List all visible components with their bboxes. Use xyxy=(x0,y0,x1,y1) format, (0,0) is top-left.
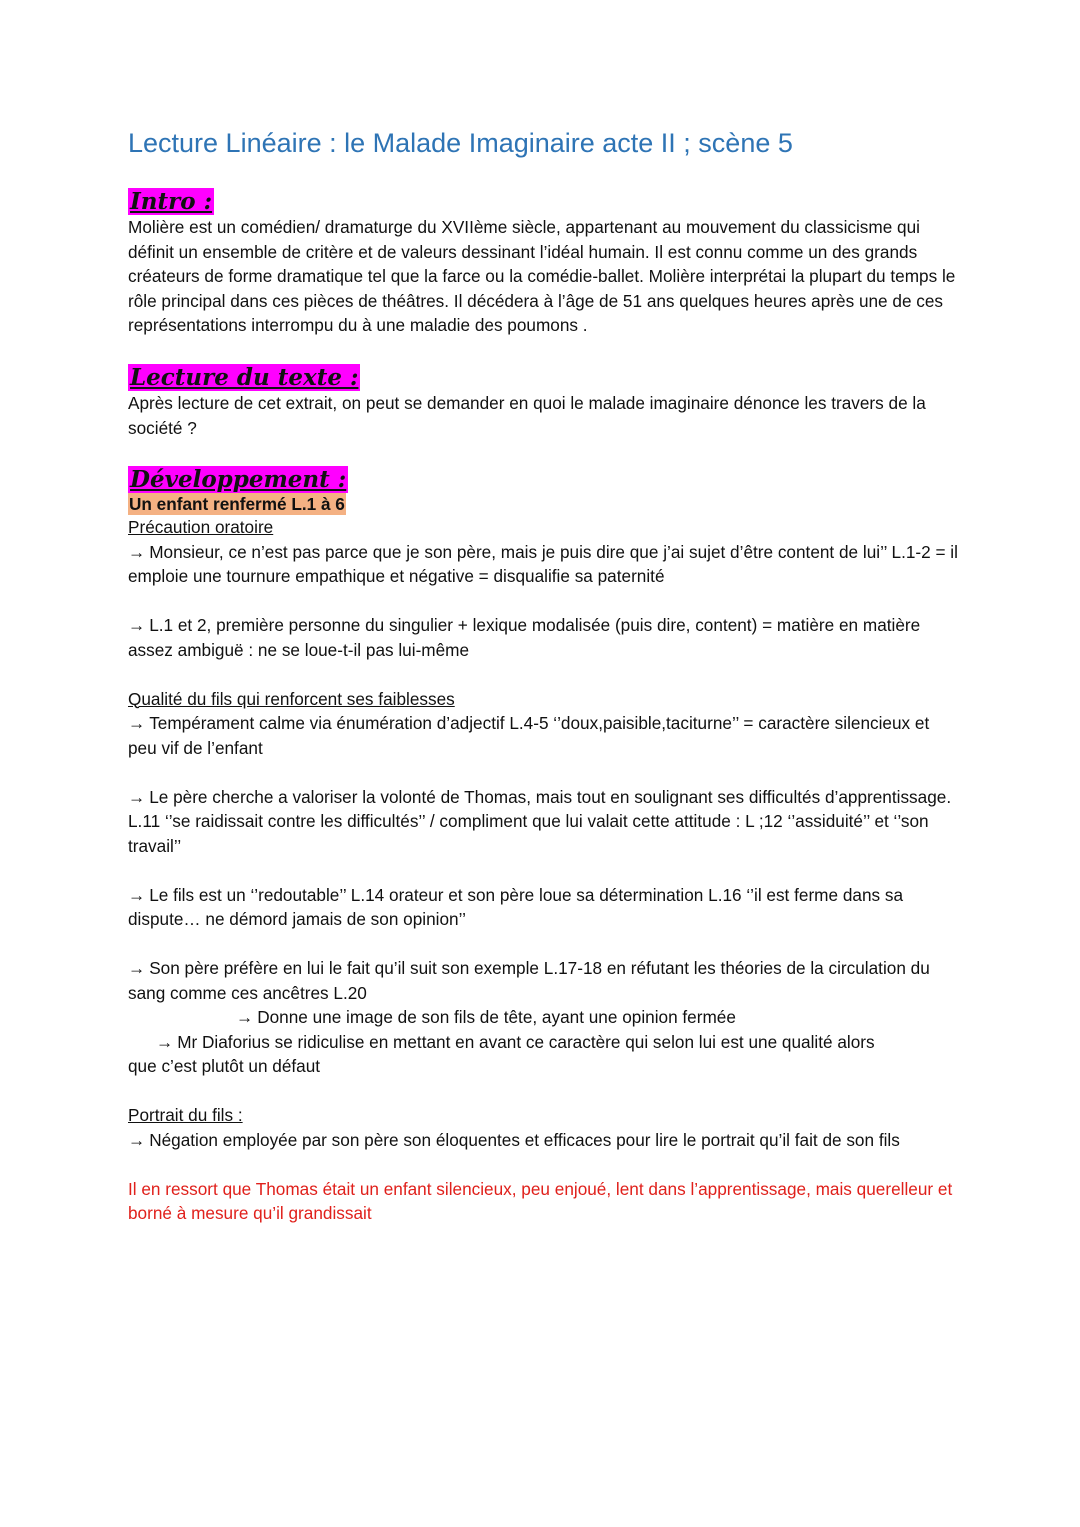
paragraph-5: → Le fils est un ‘’redoutable’’ L.14 orateur et son père loue sa détermination L.16 ‘’il est ferme dans sa dispute… ne démord jamais de son opinion’’ xyxy=(128,884,904,929)
conclusion-text: Il en ressort que Thomas était un enfant silencieux, peu enjoué, lent dans l’apprentissage, mais querelleur et borné à mesure qu’il grandissait xyxy=(128,1178,953,1223)
arrow-icon: → xyxy=(128,615,146,635)
arrow-icon: → xyxy=(156,1031,174,1052)
paragraph-2: → L.1 et 2, première personne du singulier + lexique modalisée (puis dire, content) = matière en matière assez ambiguë : ne se loue-t-il pas lui-même xyxy=(128,615,921,660)
portrait-title: Portrait du fils : xyxy=(128,1105,243,1125)
paragraph-6: → Son père préfère en lui le fait qu’il suit son exemple L.17-18 en réfutant les théories de la circulation du sang comme ces ancêtres L.20 xyxy=(128,958,930,1003)
lecture-section xyxy=(128,364,958,440)
arrow-icon: → xyxy=(128,786,146,807)
qualite-title: Qualité du fils qui renforcent ses faiblesses xyxy=(128,688,455,709)
arrow-icon: → xyxy=(128,1129,146,1150)
arrow-icon: → xyxy=(236,1007,254,1027)
paragraph-7: → Négation employée par son père son éloquentes et efficaces pour lire le portrait qu’il fait de son fils xyxy=(128,1129,900,1150)
intro-section xyxy=(128,188,958,338)
paragraph-6c: → Mr Diaforius se ridiculise en mettant en avant ce caractère qui selon lui est une qualité alors xyxy=(156,1031,875,1052)
lecture-text: Après lecture de cet extrait, on peut se demander en quoi le malade imaginaire dénonce les travers de la société ? xyxy=(128,393,926,438)
developpement-heading: Développement : xyxy=(130,466,347,493)
paragraph-4: → Le père cherche a valoriser la volonté de Thomas, mais tout en soulignant ses difficultés d’apprentissage. L.11 ‘’se raidissait contre les difficultés’’ / compliment que lui valait cette attitude : L ;12 ‘’assiduité’’ et ‘’son travail’’ xyxy=(128,786,952,856)
paragraph-1: → Monsieur, ce n’est pas parce que je son père, mais je puis dire que j’ai sujet d’être content de lui’’ L.1-2 = il emploie une tournure empathique et négative = disqualifie sa paternité xyxy=(128,541,958,586)
developpement-section xyxy=(128,466,958,1226)
paragraph-6b: → Donne une image de son fils de tête, ayant une opinion fermée xyxy=(236,1007,736,1027)
paragraph-3: → Tempérament calme via énumération d’adjectif L.4-5 ‘’doux,paisible,taciturne’’ = caractère silencieux et peu vif de l’enfant xyxy=(128,713,930,758)
page-title: Lecture Linéaire : le Malade Imaginaire acte II ; scène 5 xyxy=(128,128,793,158)
intro-text: Molière est un comédien/ dramaturge du XVIIème siècle, appartenant au mouvement du classicisme qui définit un ensemble de critère et de valeurs dessinant l’idéal humain. Il est connu comme un des grands créateurs de forme dramatique tel que la farce ou la comédie-ballet. Molière interprétai la plupart du temps le rôle principal dans ces pièces de théâtres. Il décédera à l’âge de 51 ans quelques heures après une de ces représentations interrompu du à une maladie des poumons . xyxy=(128,217,956,335)
part1-title: Un enfant renfermé L.1 à 6 xyxy=(129,494,345,514)
precaution-title: Précaution oratoire xyxy=(128,517,274,537)
intro-heading: Intro : xyxy=(130,188,213,215)
arrow-icon: → xyxy=(128,541,146,562)
arrow-icon: → xyxy=(128,884,146,905)
arrow-icon: → xyxy=(128,958,146,978)
paragraph-6c-rest: que c’est plutôt un défaut xyxy=(128,1056,321,1076)
lecture-heading: Lecture du texte : xyxy=(130,364,359,391)
arrow-icon: → xyxy=(128,713,146,733)
